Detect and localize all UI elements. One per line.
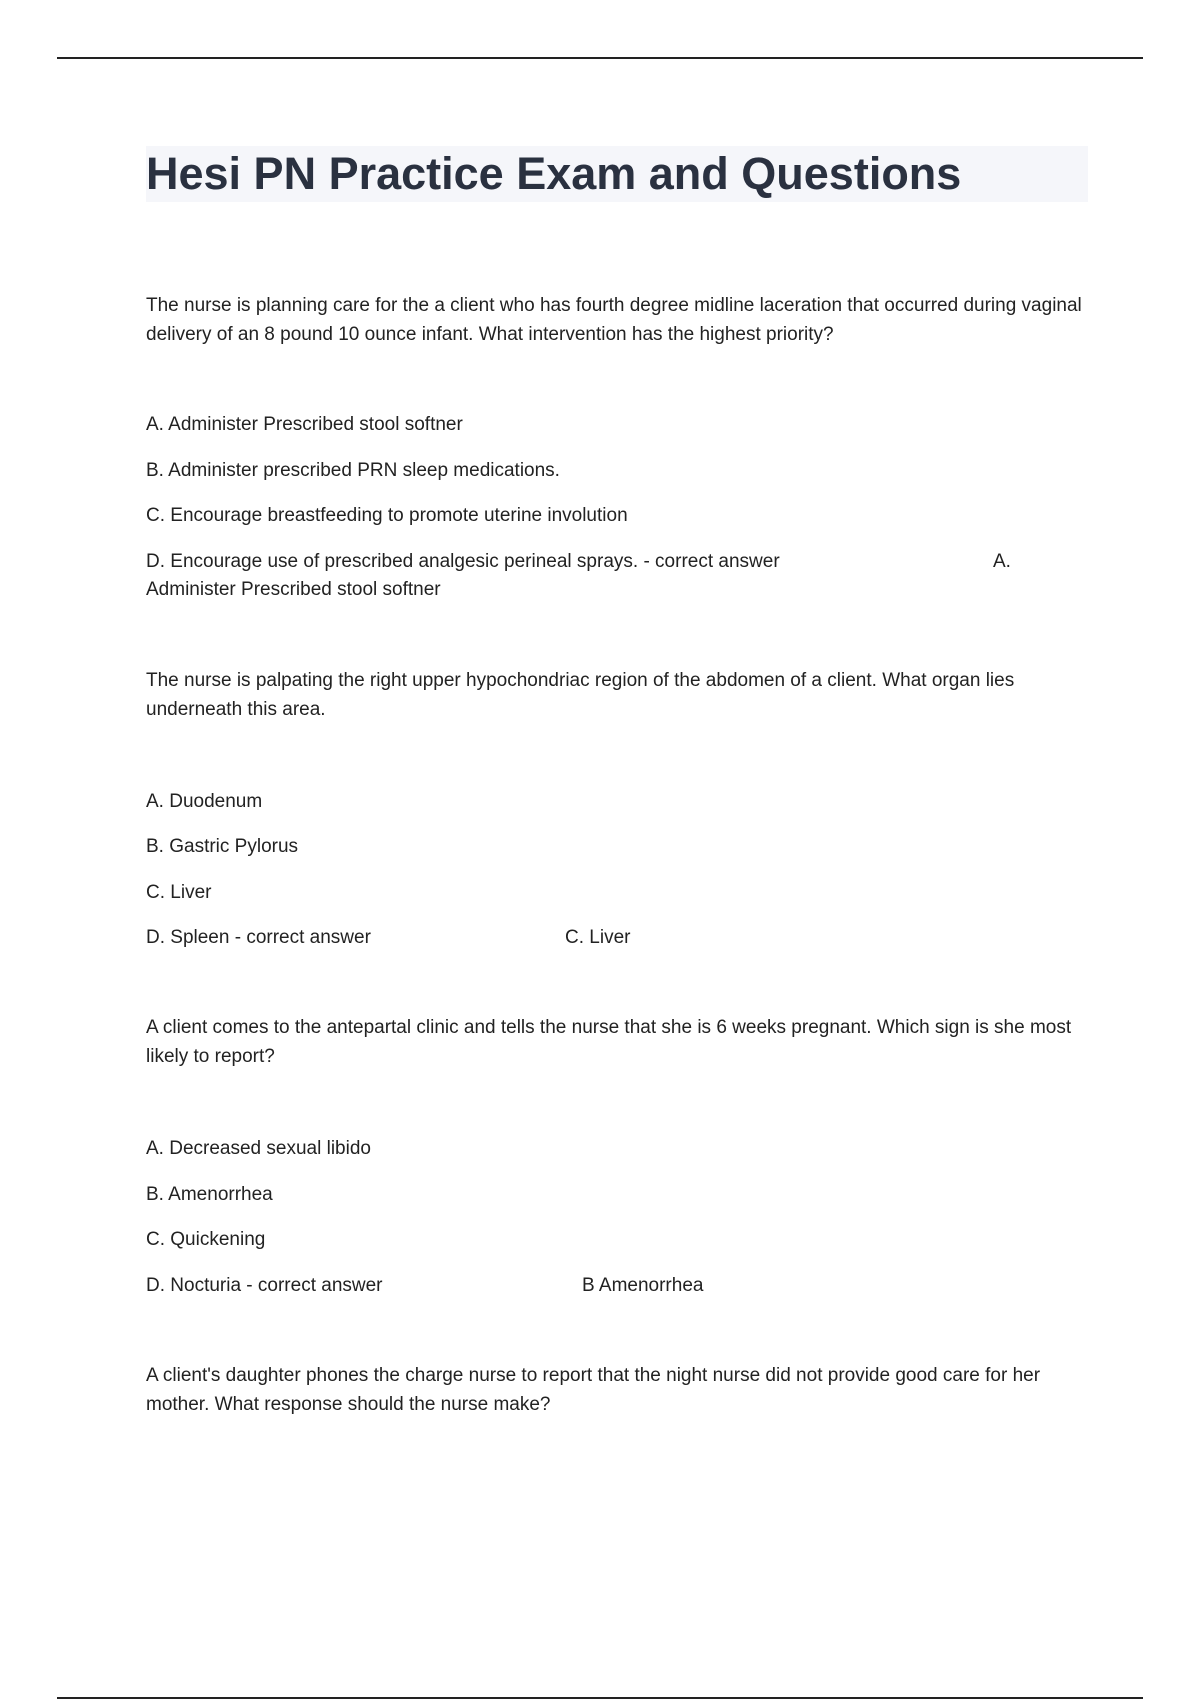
question-3-text: A client comes to the antepartal clinic and tells the nurse that she is 6 weeks pregnant. Which sign is she most likely to report? [146, 1017, 1072, 1067]
question-1-option-a: A. Administer Prescribed stool softner [146, 414, 463, 435]
bottom-rule [57, 1697, 1143, 1699]
question-1-option-b: B. Administer prescribed PRN sleep medications. [146, 460, 560, 481]
question-1-text: The nurse is planning care for the a client who has fourth degree midline laceration that occurred during vaginal delivery of an 8 pound 10 ounce infant. What intervention has the highest priority? [146, 295, 1082, 345]
question-2-option-d: D. Spleen - correct answer [146, 927, 371, 948]
question-3-answer: B Amenorrhea [582, 1275, 704, 1296]
question-3-option-b: B. Amenorrhea [146, 1184, 273, 1205]
question-3-option-d: D. Nocturia - correct answer [146, 1275, 383, 1296]
question-1-answer-text: Administer Prescribed stool softner [146, 579, 441, 600]
question-3-option-a: A. Decreased sexual libido [146, 1138, 371, 1159]
question-2-option-b: B. Gastric Pylorus [146, 836, 299, 857]
question-2-answer: C. Liver [565, 927, 631, 948]
question-1-answer-label: A. [993, 551, 1011, 572]
question-2-option-c: C. Liver [146, 882, 212, 903]
question-2-text: The nurse is palpating the right upper hypochondriac region of the abdomen of a client. What organ lies underneath this area. [146, 670, 1015, 720]
page-title: Hesi PN Practice Exam and Questions [146, 148, 962, 199]
question-1-option-c: C. Encourage breastfeeding to promote uterine involution [146, 505, 628, 526]
question-2-option-a: A. Duodenum [146, 791, 263, 812]
question-3-option-c: C. Quickening [146, 1229, 266, 1250]
top-rule [57, 57, 1143, 59]
question-1-option-d: D. Encourage use of prescribed analgesic perineal sprays. - correct answer [146, 551, 780, 572]
question-4-text: A client's daughter phones the charge nurse to report that the night nurse did not provide good care for her mother. What response should the nurse make? [146, 1365, 1041, 1415]
